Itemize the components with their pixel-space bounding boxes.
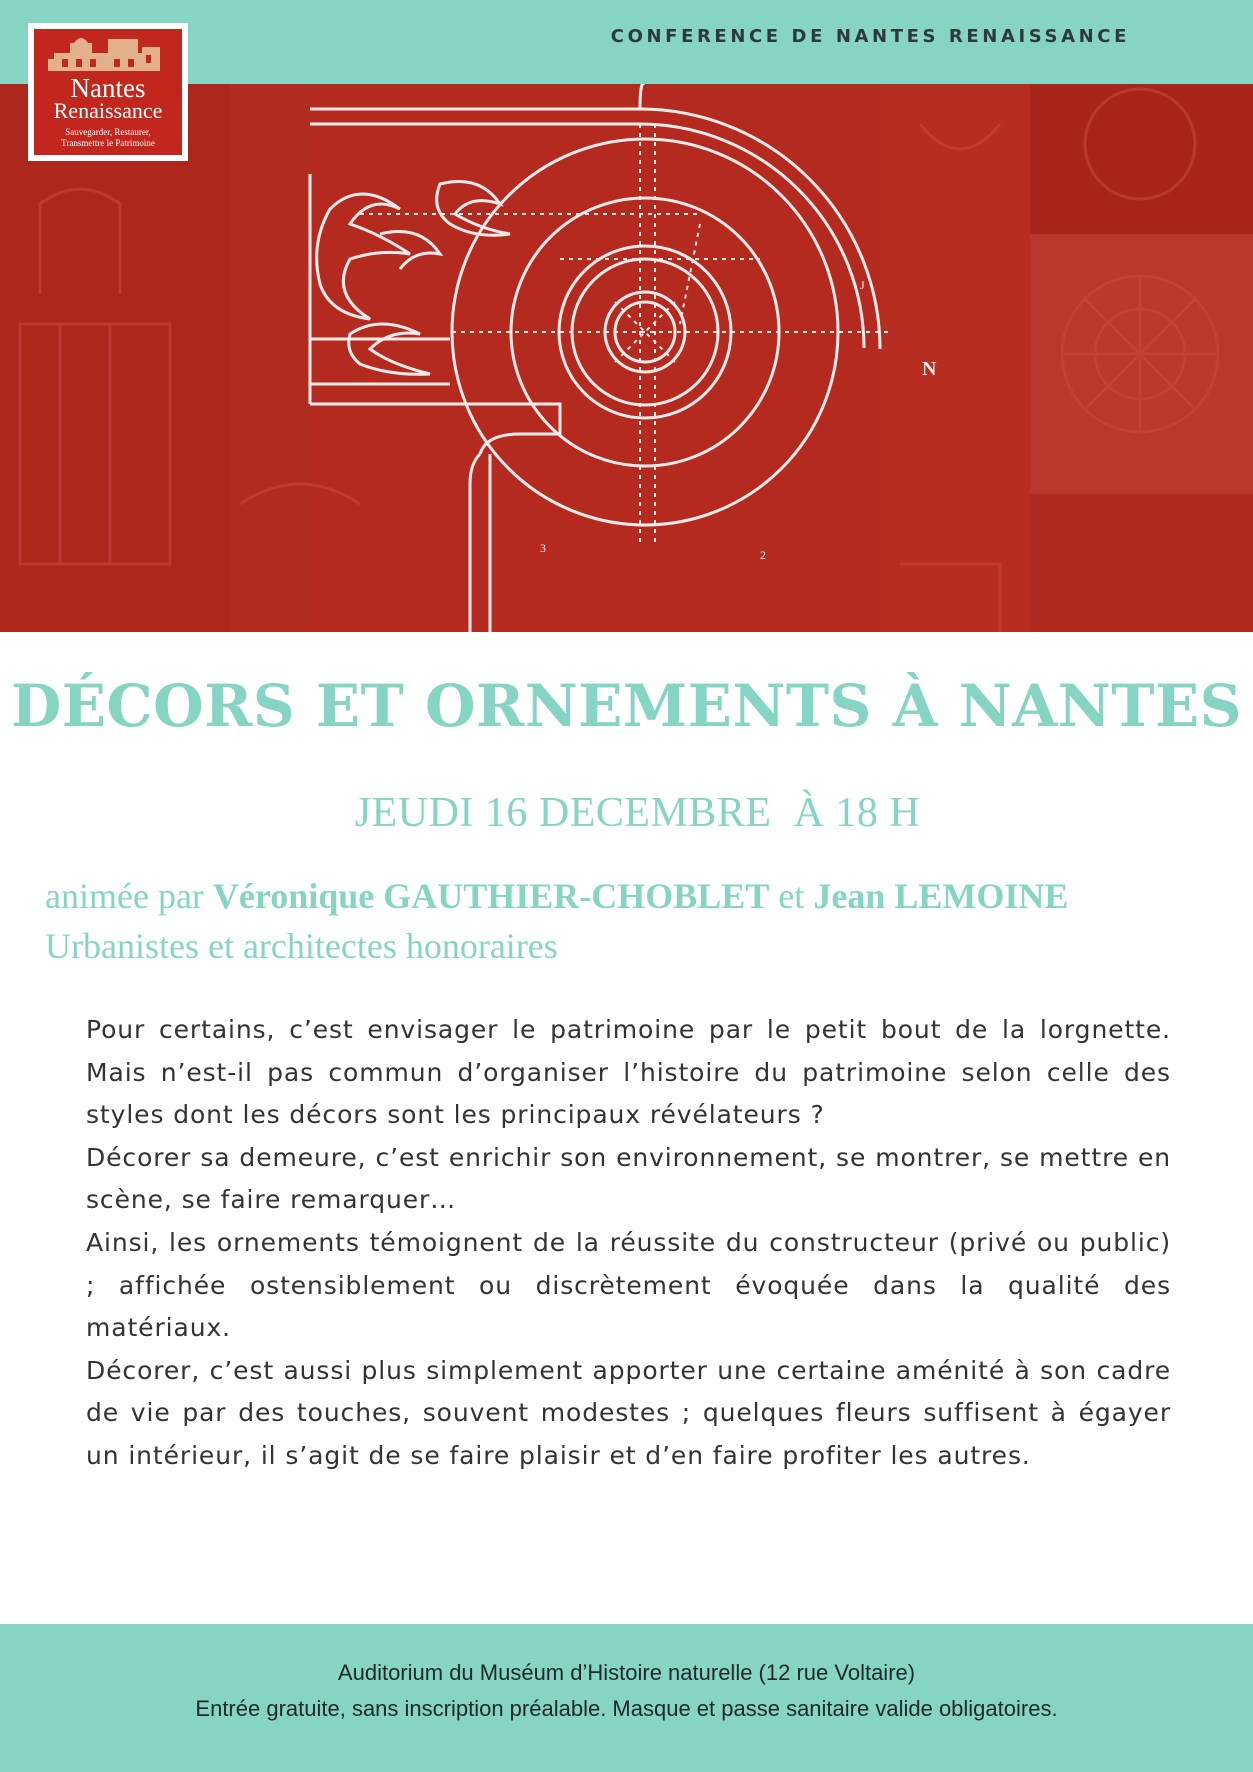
drawing-letter-n: N [922, 358, 937, 380]
logo-tagline-line2: Transmettre le Patrimoine [61, 138, 155, 148]
drawing-mark-3: 3 [540, 541, 546, 555]
building-skyline-icon [34, 29, 182, 79]
drawing-mark-j: J [860, 278, 865, 292]
hero-banner [0, 84, 1253, 632]
description-paragraph: Décorer, c’est aussi plus simplement apporter une certaine aménité à son cadre de vie par des touches, souvent modestes ; quelques fleurs suffisent à égayer un intérieur, il s’agit de se faire plaisir et d’en faire profiter les autres. [86, 1355, 1171, 1470]
footer-band [0, 1624, 1253, 1772]
footer-entry-info: Entrée gratuite, sans inscription préalable. Masque et passe sanitaire valide obligatoires. [195, 1696, 1058, 1721]
speakers-role: Urbanistes et architectes honoraires [45, 926, 558, 966]
logo-tagline-line1: Sauvegarder, Restaurer, [65, 127, 151, 137]
logo-tagline [38, 127, 178, 149]
nantes-renaissance-logo [28, 23, 188, 161]
drawing-mark-2: 2 [760, 548, 766, 562]
event-description [86, 1009, 1171, 1478]
speaker-2: Jean LEMOINE [813, 876, 1069, 916]
event-datetime: JEUDI 16 DECEMBRE À 18 H [354, 790, 921, 836]
footer-venue: Auditorium du Muséum d’Histoire naturelle (12 rue Voltaire) [337, 1660, 916, 1685]
description-paragraph: Pour certains, c’est envisager le patrimoine par le petit bout de la lorgnette. Mais n’est-il pas commun d’organiser l’histoire du patrimoine selon celle des styles dont les décors sont les principaux révélateurs ? [86, 1015, 1171, 1130]
description-paragraph: Ainsi, les ornements témoignent de la réussite du constructeur (privé ou public) ; affichée ostensiblement ou discrètement évoquée dans la qualité des matériaux. [86, 1227, 1171, 1343]
description-paragraph: Décorer sa demeure, c’est enrichir son environnement, se montrer, se mettre en scène, se faire remarquer… [86, 1142, 1171, 1215]
logo-panel [34, 29, 182, 155]
logo-name-nantes: Nantes [70, 73, 146, 103]
header-label: CONFERENCE DE NANTES RENAISSANCE [610, 26, 1130, 47]
logo-name-renaissance: Renaissance [53, 98, 163, 123]
speaker-1: Véronique GAUTHIER-CHOBLET [212, 876, 770, 916]
event-speakers [45, 873, 1235, 919]
event-title: DÉCORS ET ORNEMENTS À NANTES [10, 672, 1243, 740]
speakers-join: et [769, 876, 814, 916]
ionic-volute-drawing [0, 84, 1253, 632]
speakers-prefix: animée par [45, 876, 213, 916]
